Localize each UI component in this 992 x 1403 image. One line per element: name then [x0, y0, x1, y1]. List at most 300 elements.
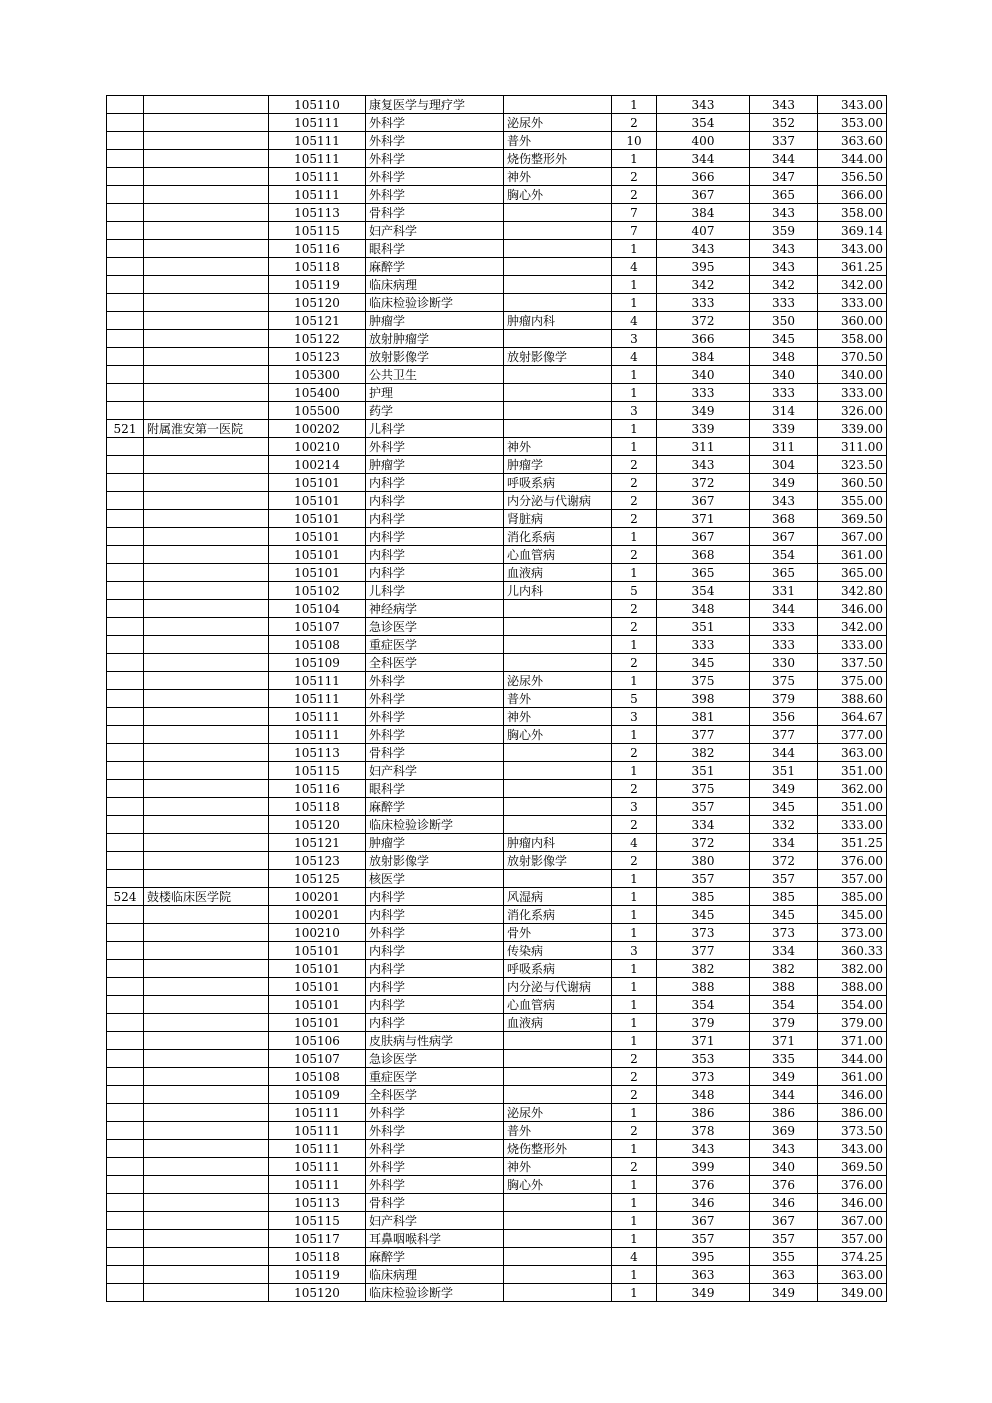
major-code-cell: 105115 — [269, 222, 366, 240]
unit-code-cell — [107, 1086, 144, 1104]
count-cell: 1 — [612, 1176, 657, 1194]
unit-code-cell — [107, 384, 144, 402]
unit-code-cell — [107, 1158, 144, 1176]
major-name-cell: 妇产科学 — [366, 1212, 504, 1230]
min-score-cell: 335 — [750, 1050, 818, 1068]
major-code-cell: 105108 — [269, 636, 366, 654]
table-row — [107, 96, 887, 114]
max-score-cell: 345 — [657, 654, 750, 672]
unit-code-cell — [107, 132, 144, 150]
avg-score-cell: 346.00 — [818, 600, 887, 618]
major-code-cell: 105111 — [269, 114, 366, 132]
avg-score-cell: 370.50 — [818, 348, 887, 366]
max-score-cell: 367 — [657, 528, 750, 546]
count-cell: 3 — [612, 942, 657, 960]
major-name-cell: 内科学 — [366, 528, 504, 546]
major-code-cell: 105119 — [269, 276, 366, 294]
major-code-cell: 105120 — [269, 294, 366, 312]
major-code-cell: 105111 — [269, 150, 366, 168]
min-score-cell: 334 — [750, 942, 818, 960]
count-cell: 1 — [612, 564, 657, 582]
major-code-cell: 100202 — [269, 420, 366, 438]
direction-cell — [504, 1086, 612, 1104]
min-score-cell: 354 — [750, 546, 818, 564]
direction-cell — [504, 870, 612, 888]
major-name-cell: 全科医学 — [366, 654, 504, 672]
major-name-cell: 外科学 — [366, 114, 504, 132]
avg-score-cell: 343.00 — [818, 1140, 887, 1158]
avg-score-cell: 375.00 — [818, 672, 887, 690]
table-row — [107, 402, 887, 420]
min-score-cell: 339 — [750, 420, 818, 438]
max-score-cell: 372 — [657, 312, 750, 330]
min-score-cell: 347 — [750, 168, 818, 186]
unit-code-cell — [107, 546, 144, 564]
count-cell: 2 — [612, 456, 657, 474]
major-name-cell: 骨科学 — [366, 744, 504, 762]
count-cell: 1 — [612, 96, 657, 114]
max-score-cell: 343 — [657, 456, 750, 474]
unit-name-cell — [144, 132, 269, 150]
min-score-cell: 372 — [750, 852, 818, 870]
direction-cell: 泌尿外 — [504, 114, 612, 132]
unit-name-cell — [144, 348, 269, 366]
max-score-cell: 343 — [657, 240, 750, 258]
max-score-cell: 367 — [657, 492, 750, 510]
avg-score-cell: 356.50 — [818, 168, 887, 186]
major-name-cell: 外科学 — [366, 132, 504, 150]
count-cell: 2 — [612, 1086, 657, 1104]
direction-cell — [504, 1050, 612, 1068]
major-name-cell: 麻醉学 — [366, 1248, 504, 1266]
count-cell: 1 — [612, 240, 657, 258]
unit-name-cell — [144, 330, 269, 348]
count-cell: 2 — [612, 618, 657, 636]
min-score-cell: 343 — [750, 204, 818, 222]
major-code-cell: 100210 — [269, 924, 366, 942]
count-cell: 1 — [612, 672, 657, 690]
count-cell: 2 — [612, 546, 657, 564]
count-cell: 2 — [612, 510, 657, 528]
table-row — [107, 636, 887, 654]
table-row — [107, 1248, 887, 1266]
table-row — [107, 924, 887, 942]
count-cell: 1 — [612, 294, 657, 312]
table-row — [107, 618, 887, 636]
max-score-cell: 345 — [657, 906, 750, 924]
unit-name-cell — [144, 114, 269, 132]
major-code-cell: 100201 — [269, 888, 366, 906]
table-row — [107, 672, 887, 690]
count-cell: 1 — [612, 438, 657, 456]
count-cell: 10 — [612, 132, 657, 150]
avg-score-cell: 337.50 — [818, 654, 887, 672]
min-score-cell: 373 — [750, 924, 818, 942]
table-row — [107, 870, 887, 888]
count-cell: 4 — [612, 834, 657, 852]
min-score-cell: 363 — [750, 1266, 818, 1284]
major-code-cell: 105111 — [269, 168, 366, 186]
major-code-cell: 105118 — [269, 258, 366, 276]
min-score-cell: 330 — [750, 654, 818, 672]
unit-name-cell — [144, 168, 269, 186]
admission-score-table — [106, 95, 887, 1302]
min-score-cell: 333 — [750, 618, 818, 636]
min-score-cell: 368 — [750, 510, 818, 528]
direction-cell — [504, 366, 612, 384]
count-cell: 2 — [612, 816, 657, 834]
min-score-cell: 377 — [750, 726, 818, 744]
avg-score-cell: 349.00 — [818, 1284, 887, 1302]
unit-code-cell — [107, 204, 144, 222]
unit-code-cell — [107, 114, 144, 132]
avg-score-cell: 343.00 — [818, 96, 887, 114]
avg-score-cell: 382.00 — [818, 960, 887, 978]
avg-score-cell: 355.00 — [818, 492, 887, 510]
avg-score-cell: 354.00 — [818, 996, 887, 1014]
max-score-cell: 342 — [657, 276, 750, 294]
major-code-cell: 105111 — [269, 726, 366, 744]
table-row — [107, 888, 887, 906]
direction-cell: 胸心外 — [504, 726, 612, 744]
max-score-cell: 365 — [657, 564, 750, 582]
major-code-cell: 105111 — [269, 708, 366, 726]
major-name-cell: 内科学 — [366, 564, 504, 582]
direction-cell: 普外 — [504, 690, 612, 708]
avg-score-cell: 342.00 — [818, 618, 887, 636]
direction-cell: 泌尿外 — [504, 672, 612, 690]
unit-name-cell — [144, 1104, 269, 1122]
avg-score-cell: 379.00 — [818, 1014, 887, 1032]
unit-name-cell — [144, 384, 269, 402]
unit-code-cell — [107, 618, 144, 636]
unit-code-cell — [107, 222, 144, 240]
unit-code-cell — [107, 1248, 144, 1266]
direction-cell — [504, 330, 612, 348]
min-score-cell: 333 — [750, 294, 818, 312]
direction-cell — [504, 762, 612, 780]
direction-cell: 放射影像学 — [504, 852, 612, 870]
direction-cell — [504, 420, 612, 438]
count-cell: 1 — [612, 870, 657, 888]
major-name-cell: 内科学 — [366, 474, 504, 492]
major-name-cell: 外科学 — [366, 438, 504, 456]
unit-code-cell — [107, 798, 144, 816]
table-row — [107, 816, 887, 834]
unit-code-cell — [107, 1230, 144, 1248]
unit-code-cell — [107, 942, 144, 960]
unit-name-cell — [144, 816, 269, 834]
unit-name-cell — [144, 1158, 269, 1176]
direction-cell — [504, 636, 612, 654]
count-cell: 1 — [612, 1266, 657, 1284]
unit-code-cell — [107, 1122, 144, 1140]
major-name-cell: 妇产科学 — [366, 222, 504, 240]
major-code-cell: 105122 — [269, 330, 366, 348]
major-name-cell: 肿瘤学 — [366, 834, 504, 852]
unit-name-cell — [144, 258, 269, 276]
unit-name-cell — [144, 996, 269, 1014]
max-score-cell: 357 — [657, 1230, 750, 1248]
min-score-cell: 345 — [750, 906, 818, 924]
major-name-cell: 骨科学 — [366, 204, 504, 222]
count-cell: 1 — [612, 276, 657, 294]
count-cell: 3 — [612, 798, 657, 816]
max-score-cell: 373 — [657, 1068, 750, 1086]
table-row — [107, 690, 887, 708]
direction-cell — [504, 1032, 612, 1050]
count-cell: 1 — [612, 924, 657, 942]
avg-score-cell: 333.00 — [818, 816, 887, 834]
unit-name-cell — [144, 726, 269, 744]
avg-score-cell: 360.33 — [818, 942, 887, 960]
count-cell: 1 — [612, 888, 657, 906]
max-score-cell: 339 — [657, 420, 750, 438]
direction-cell: 呼吸系病 — [504, 960, 612, 978]
table-row — [107, 348, 887, 366]
unit-name-cell — [144, 1284, 269, 1302]
max-score-cell: 375 — [657, 672, 750, 690]
unit-name-cell — [144, 978, 269, 996]
table-row — [107, 384, 887, 402]
count-cell: 1 — [612, 906, 657, 924]
unit-name-cell — [144, 204, 269, 222]
table-row — [107, 294, 887, 312]
table-row — [107, 744, 887, 762]
avg-score-cell: 342.00 — [818, 276, 887, 294]
unit-code-cell — [107, 978, 144, 996]
major-code-cell: 105111 — [269, 1122, 366, 1140]
count-cell: 4 — [612, 1248, 657, 1266]
direction-cell: 泌尿外 — [504, 1104, 612, 1122]
major-code-cell: 105123 — [269, 348, 366, 366]
unit-code-cell — [107, 708, 144, 726]
direction-cell: 肿瘤学 — [504, 456, 612, 474]
table-row — [107, 978, 887, 996]
avg-score-cell: 373.50 — [818, 1122, 887, 1140]
min-score-cell: 344 — [750, 744, 818, 762]
major-name-cell: 外科学 — [366, 1158, 504, 1176]
major-name-cell: 皮肤病与性病学 — [366, 1032, 504, 1050]
avg-score-cell: 361.00 — [818, 1068, 887, 1086]
table-row — [107, 276, 887, 294]
avg-score-cell: 361.25 — [818, 258, 887, 276]
unit-code-cell — [107, 1212, 144, 1230]
count-cell: 2 — [612, 780, 657, 798]
major-code-cell: 105104 — [269, 600, 366, 618]
avg-score-cell: 360.00 — [818, 312, 887, 330]
table-row — [107, 1140, 887, 1158]
table-row — [107, 1284, 887, 1302]
max-score-cell: 343 — [657, 96, 750, 114]
table-body — [107, 96, 887, 1302]
unit-code-cell — [107, 1014, 144, 1032]
max-score-cell: 377 — [657, 942, 750, 960]
direction-cell — [504, 294, 612, 312]
avg-score-cell: 346.00 — [818, 1086, 887, 1104]
major-name-cell: 临床检验诊断学 — [366, 294, 504, 312]
avg-score-cell: 369.50 — [818, 510, 887, 528]
min-score-cell: 349 — [750, 1068, 818, 1086]
major-name-cell: 外科学 — [366, 708, 504, 726]
unit-name-cell — [144, 1212, 269, 1230]
unit-code-cell — [107, 438, 144, 456]
unit-code-cell — [107, 528, 144, 546]
max-score-cell: 343 — [657, 1140, 750, 1158]
count-cell: 1 — [612, 762, 657, 780]
unit-code-cell — [107, 726, 144, 744]
table-row — [107, 240, 887, 258]
table-row — [107, 1014, 887, 1032]
count-cell: 1 — [612, 726, 657, 744]
max-score-cell: 334 — [657, 816, 750, 834]
avg-score-cell: 351.00 — [818, 798, 887, 816]
max-score-cell: 379 — [657, 1014, 750, 1032]
major-code-cell: 105115 — [269, 1212, 366, 1230]
unit-name-cell — [144, 672, 269, 690]
unit-code-cell — [107, 834, 144, 852]
count-cell: 2 — [612, 600, 657, 618]
min-score-cell: 344 — [750, 150, 818, 168]
direction-cell: 血液病 — [504, 564, 612, 582]
table-row — [107, 204, 887, 222]
table-row — [107, 762, 887, 780]
count-cell: 2 — [612, 852, 657, 870]
max-score-cell: 367 — [657, 186, 750, 204]
max-score-cell: 371 — [657, 510, 750, 528]
unit-code-cell — [107, 150, 144, 168]
max-score-cell: 354 — [657, 114, 750, 132]
unit-name-cell — [144, 708, 269, 726]
major-code-cell: 105101 — [269, 960, 366, 978]
major-code-cell: 105125 — [269, 870, 366, 888]
min-score-cell: 343 — [750, 96, 818, 114]
major-name-cell: 内科学 — [366, 960, 504, 978]
direction-cell: 风湿病 — [504, 888, 612, 906]
unit-name-cell — [144, 1050, 269, 1068]
major-code-cell: 105120 — [269, 816, 366, 834]
major-code-cell: 105107 — [269, 1050, 366, 1068]
major-code-cell: 105110 — [269, 96, 366, 114]
unit-code-cell — [107, 564, 144, 582]
table-row — [107, 114, 887, 132]
direction-cell: 骨外 — [504, 924, 612, 942]
unit-code-cell — [107, 492, 144, 510]
max-score-cell: 366 — [657, 168, 750, 186]
avg-score-cell: 339.00 — [818, 420, 887, 438]
min-score-cell: 367 — [750, 1212, 818, 1230]
unit-name-cell — [144, 276, 269, 294]
major-code-cell: 105115 — [269, 762, 366, 780]
max-score-cell: 373 — [657, 924, 750, 942]
direction-cell: 儿内科 — [504, 582, 612, 600]
count-cell: 4 — [612, 348, 657, 366]
max-score-cell: 388 — [657, 978, 750, 996]
unit-code-cell — [107, 402, 144, 420]
max-score-cell: 351 — [657, 762, 750, 780]
major-name-cell: 外科学 — [366, 672, 504, 690]
table-row — [107, 1050, 887, 1068]
count-cell: 1 — [612, 1230, 657, 1248]
major-code-cell: 105101 — [269, 564, 366, 582]
unit-name-cell — [144, 582, 269, 600]
major-code-cell: 105101 — [269, 474, 366, 492]
max-score-cell: 386 — [657, 1104, 750, 1122]
count-cell: 1 — [612, 528, 657, 546]
unit-code-cell — [107, 924, 144, 942]
count-cell: 5 — [612, 690, 657, 708]
direction-cell: 传染病 — [504, 942, 612, 960]
major-code-cell: 105500 — [269, 402, 366, 420]
major-code-cell: 105101 — [269, 1014, 366, 1032]
major-code-cell: 105113 — [269, 204, 366, 222]
count-cell: 2 — [612, 1158, 657, 1176]
table-row — [107, 150, 887, 168]
table-row — [107, 564, 887, 582]
unit-name-cell — [144, 1032, 269, 1050]
max-score-cell: 384 — [657, 204, 750, 222]
major-code-cell: 105113 — [269, 1194, 366, 1212]
major-code-cell: 105120 — [269, 1284, 366, 1302]
unit-name-cell — [144, 690, 269, 708]
unit-code-cell — [107, 258, 144, 276]
min-score-cell: 375 — [750, 672, 818, 690]
avg-score-cell: 358.00 — [818, 330, 887, 348]
max-score-cell: 354 — [657, 582, 750, 600]
unit-code-cell — [107, 276, 144, 294]
avg-score-cell: 376.00 — [818, 852, 887, 870]
count-cell: 3 — [612, 402, 657, 420]
major-name-cell: 内科学 — [366, 1014, 504, 1032]
table-row — [107, 1122, 887, 1140]
count-cell: 1 — [612, 420, 657, 438]
table-row — [107, 366, 887, 384]
min-score-cell: 349 — [750, 1284, 818, 1302]
min-score-cell: 354 — [750, 996, 818, 1014]
count-cell: 1 — [612, 996, 657, 1014]
direction-cell — [504, 744, 612, 762]
avg-score-cell: 357.00 — [818, 1230, 887, 1248]
table-row — [107, 438, 887, 456]
direction-cell: 呼吸系病 — [504, 474, 612, 492]
major-code-cell: 105121 — [269, 312, 366, 330]
count-cell: 2 — [612, 744, 657, 762]
table-row — [107, 1176, 887, 1194]
major-name-cell: 外科学 — [366, 150, 504, 168]
direction-cell: 肾脏病 — [504, 510, 612, 528]
min-score-cell: 369 — [750, 1122, 818, 1140]
unit-code-cell — [107, 1050, 144, 1068]
major-code-cell: 100201 — [269, 906, 366, 924]
unit-code-cell — [107, 1176, 144, 1194]
major-name-cell: 眼科学 — [366, 780, 504, 798]
unit-code-cell: 521 — [107, 420, 144, 438]
avg-score-cell: 366.00 — [818, 186, 887, 204]
major-name-cell: 药学 — [366, 402, 504, 420]
max-score-cell: 349 — [657, 402, 750, 420]
min-score-cell: 343 — [750, 1140, 818, 1158]
unit-code-cell — [107, 96, 144, 114]
major-name-cell: 临床检验诊断学 — [366, 1284, 504, 1302]
major-name-cell: 全科医学 — [366, 1086, 504, 1104]
unit-name-cell — [144, 762, 269, 780]
min-score-cell: 337 — [750, 132, 818, 150]
table-row — [107, 546, 887, 564]
major-code-cell: 105101 — [269, 528, 366, 546]
major-code-cell: 105101 — [269, 978, 366, 996]
count-cell: 1 — [612, 150, 657, 168]
major-code-cell: 105109 — [269, 654, 366, 672]
